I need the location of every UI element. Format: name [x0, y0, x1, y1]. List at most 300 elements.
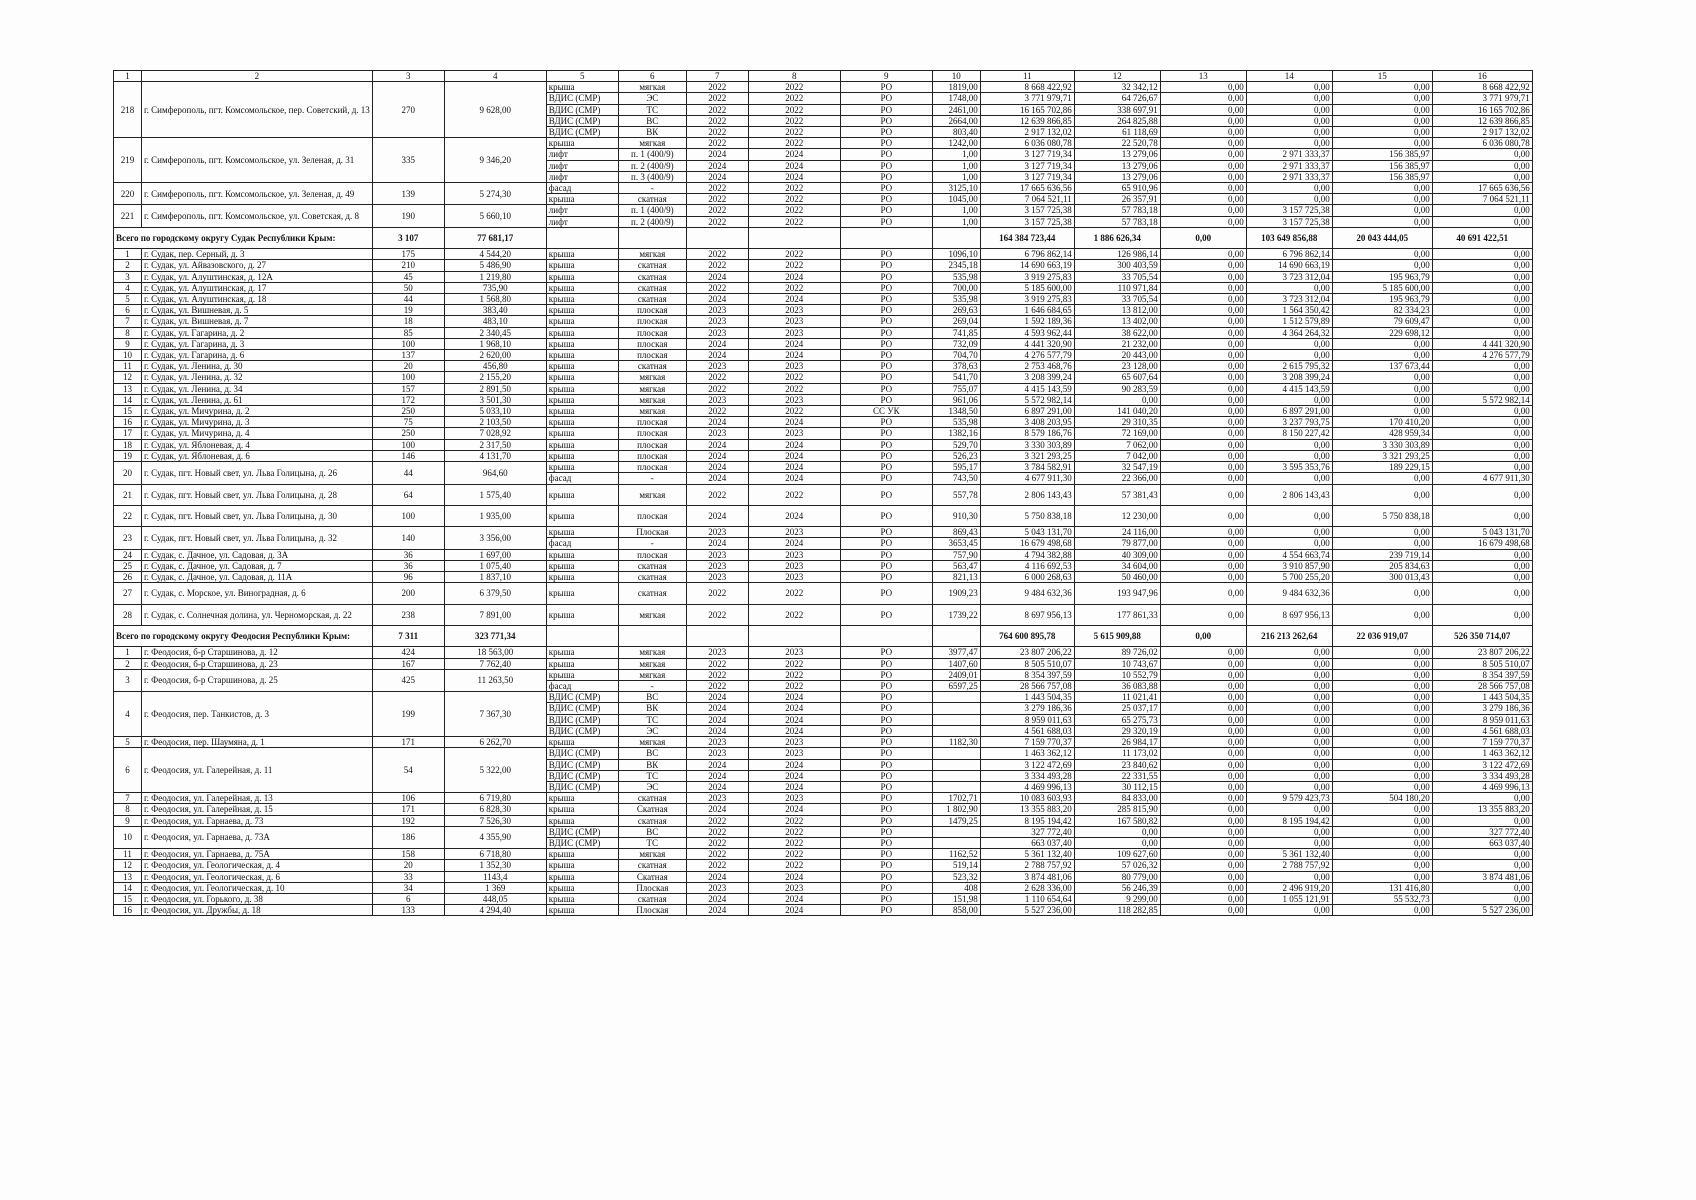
work-cell: 526,23 — [932, 450, 980, 461]
work-cell: ВДИС (СМР) — [546, 781, 618, 792]
work-cell: 1909,23 — [932, 583, 980, 604]
apartments-count: 171 — [372, 804, 444, 815]
work-row — [114, 647, 1533, 658]
work-cell: крыша — [546, 194, 618, 205]
work-cell: 29 310,35 — [1074, 417, 1160, 428]
work-cell: 0,00 — [1332, 127, 1432, 138]
work-cell: 4 593 962,44 — [980, 327, 1074, 338]
work-row — [114, 183, 1533, 194]
building-area: 11 263,50 — [444, 669, 546, 691]
apartments-count: 238 — [372, 604, 444, 625]
work-cell: 0,00 — [1332, 338, 1432, 349]
total-value: 103 649 856,88 — [1246, 227, 1332, 248]
work-cell: мягкая — [618, 647, 686, 658]
building-address: г. Феодосия, б-р Старшинова, д. 12 — [142, 647, 373, 658]
work-row — [114, 82, 1533, 93]
work-cell: 821,13 — [932, 572, 980, 583]
work-cell: 0,00 — [1160, 714, 1246, 725]
work-cell: 0,00 — [1160, 282, 1246, 293]
work-cell: 14 690 663,19 — [1246, 260, 1332, 271]
row-number: 15 — [114, 406, 142, 417]
apartments-count: 139 — [372, 183, 444, 205]
work-cell: 193 947,96 — [1074, 583, 1160, 604]
work-cell: 170 410,20 — [1332, 417, 1432, 428]
work-cell: крыша — [546, 327, 618, 338]
work-cell: РО — [840, 770, 932, 781]
work-cell: 23 807 206,22 — [1432, 647, 1532, 658]
work-cell: 0,00 — [1332, 383, 1432, 394]
total-apartments: 3 107 — [372, 227, 444, 248]
apartments-count: 64 — [372, 484, 444, 505]
work-cell: 2024 — [686, 804, 748, 815]
building-address: г. Феодосия, ул. Дружбы, д. 18 — [142, 905, 373, 916]
work-cell: 13 279,06 — [1074, 171, 1160, 182]
work-cell: 0,00 — [1246, 714, 1332, 725]
work-cell: 0,00 — [1160, 428, 1246, 439]
work-cell: ВК — [618, 703, 686, 714]
work-cell: 3 157 725,38 — [980, 216, 1074, 227]
work-cell: 1 802,90 — [932, 804, 980, 815]
building-area: 448,05 — [444, 893, 546, 904]
work-cell: 2024 — [686, 505, 748, 526]
work-cell: 195 963,79 — [1332, 271, 1432, 282]
work-cell: 0,00 — [1160, 658, 1246, 669]
work-cell: 80 779,00 — [1074, 871, 1160, 882]
work-cell: 2023 — [748, 882, 840, 893]
work-cell: 0,00 — [1246, 871, 1332, 882]
work-cell: 2022 — [686, 115, 748, 126]
work-cell: - — [618, 183, 686, 194]
work-cell: 2023 — [686, 793, 748, 804]
work-cell: 0,00 — [1432, 860, 1532, 871]
work-cell: мягкая — [618, 394, 686, 405]
building-address: г. Судак, пгт. Новый свет, ул. Льва Голицына, д. 30 — [142, 505, 373, 526]
work-cell: 2024 — [748, 725, 840, 736]
work-cell: 23 807 206,22 — [980, 647, 1074, 658]
work-cell: РО — [840, 160, 932, 171]
work-cell: 2023 — [748, 527, 840, 538]
work-cell: Плоская — [618, 905, 686, 916]
work-cell: РО — [840, 572, 932, 583]
work-cell: крыша — [546, 428, 618, 439]
work-cell: 2022 — [686, 669, 748, 680]
work-cell: 189 229,15 — [1332, 462, 1432, 473]
work-cell: 2022 — [748, 837, 840, 848]
work-cell: 10 552,79 — [1074, 669, 1160, 680]
work-cell: 4 441 320,90 — [1432, 338, 1532, 349]
work-cell: Скатная — [618, 804, 686, 815]
work-cell: скатная — [618, 583, 686, 604]
work-cell: фасад — [546, 473, 618, 484]
work-cell: 2 971 333,37 — [1246, 160, 1332, 171]
work-cell: 16 679 498,68 — [1432, 538, 1532, 549]
work-cell: крыша — [546, 849, 618, 860]
work-cell: 0,00 — [1160, 104, 1246, 115]
work-cell: крыша — [546, 383, 618, 394]
work-cell: 0,00 — [1160, 205, 1246, 216]
work-cell: РО — [840, 804, 932, 815]
work-cell: 2 496 919,20 — [1246, 882, 1332, 893]
work-cell: 0,00 — [1160, 115, 1246, 126]
work-cell: крыша — [546, 560, 618, 571]
work-cell: 1242,00 — [932, 138, 980, 149]
apartments-count: 167 — [372, 658, 444, 669]
work-cell: 0,00 — [1160, 837, 1246, 848]
work-cell: крыша — [546, 406, 618, 417]
work-cell: 23 128,00 — [1074, 361, 1160, 372]
work-cell: 2022 — [748, 849, 840, 860]
work-cell — [932, 837, 980, 848]
row-number: 8 — [114, 804, 142, 815]
work-cell: крыша — [546, 372, 618, 383]
row-number: 8 — [114, 327, 142, 338]
work-cell: крыша — [546, 361, 618, 372]
row-number: 11 — [114, 849, 142, 860]
work-cell: 13 402,00 — [1074, 316, 1160, 327]
work-cell: 0,00 — [1160, 725, 1246, 736]
work-cell: 2022 — [686, 604, 748, 625]
work-cell: ТС — [618, 837, 686, 848]
work-cell: крыша — [546, 604, 618, 625]
work-cell: 2024 — [686, 703, 748, 714]
capital-repair-table — [113, 70, 1533, 916]
building-area: 1 575,40 — [444, 484, 546, 505]
work-cell: 3 157 725,38 — [980, 205, 1074, 216]
work-row — [114, 350, 1533, 361]
work-row — [114, 394, 1533, 405]
district-total-label: Всего по городскому округу Феодосия Республики Крым: — [114, 626, 373, 647]
work-cell: 4 561 688,03 — [980, 725, 1074, 736]
work-cell: РО — [840, 658, 932, 669]
work-row — [114, 294, 1533, 305]
work-cell: 0,00 — [1432, 572, 1532, 583]
work-cell: 2024 — [748, 338, 840, 349]
apartments-count: 54 — [372, 748, 444, 793]
work-cell: 704,70 — [932, 350, 980, 361]
work-cell: 141 040,20 — [1074, 406, 1160, 417]
work-cell: 0,00 — [1246, 681, 1332, 692]
work-cell: крыша — [546, 316, 618, 327]
work-cell: ВДИС (СМР) — [546, 759, 618, 770]
column-number: 13 — [1160, 71, 1246, 82]
work-cell: 13 355 883,20 — [980, 804, 1074, 815]
work-cell: 3 330 303,89 — [1332, 439, 1432, 450]
work-cell: 1 592 189,36 — [980, 316, 1074, 327]
work-cell: 22 520,78 — [1074, 138, 1160, 149]
work-cell: 2022 — [748, 826, 840, 837]
work-cell: 0,00 — [1160, 171, 1246, 182]
work-cell: крыша — [546, 417, 618, 428]
work-cell: мягкая — [618, 849, 686, 860]
work-cell: 2022 — [748, 183, 840, 194]
work-cell: 732,09 — [932, 338, 980, 349]
work-cell: 56 246,39 — [1074, 882, 1160, 893]
row-number: 221 — [114, 205, 142, 227]
work-cell: фасад — [546, 183, 618, 194]
work-cell: 0,00 — [1160, 383, 1246, 394]
work-row — [114, 860, 1533, 871]
building-address: г. Феодосия, ул. Галерейная, д. 13 — [142, 793, 373, 804]
work-cell: ВДИС (СМР) — [546, 115, 618, 126]
work-cell: 2022 — [748, 282, 840, 293]
work-cell: 28 566 757,08 — [980, 681, 1074, 692]
work-row — [114, 406, 1533, 417]
row-number: 27 — [114, 583, 142, 604]
work-cell: 0,00 — [1246, 725, 1332, 736]
work-cell: 2023 — [686, 549, 748, 560]
work-cell: 535,98 — [932, 417, 980, 428]
work-cell: 2022 — [748, 249, 840, 260]
work-cell: скатная — [618, 560, 686, 571]
building-address: г. Симферополь, пгт. Комсомольское, ул. Зеленая, д. 49 — [142, 183, 373, 205]
row-number: 218 — [114, 82, 142, 138]
empty-cell — [618, 227, 686, 248]
building-address: г. Судак, ул. Ленина, д. 61 — [142, 394, 373, 405]
work-cell: 663 037,40 — [1432, 837, 1532, 848]
work-cell: 2024 — [748, 439, 840, 450]
work-cell: 2024 — [686, 271, 748, 282]
work-cell: п. 1 (400/9) — [618, 149, 686, 160]
work-cell: 2022 — [686, 681, 748, 692]
work-cell: РО — [840, 462, 932, 473]
work-cell: скатная — [618, 294, 686, 305]
work-cell: 32 342,12 — [1074, 82, 1160, 93]
work-cell: 0,00 — [1332, 849, 1432, 860]
work-cell: 0,00 — [1160, 406, 1246, 417]
work-cell: 0,00 — [1432, 428, 1532, 439]
work-cell — [932, 692, 980, 703]
empty-cell — [686, 626, 748, 647]
work-cell: 2024 — [748, 149, 840, 160]
building-address: г. Феодосия, ул. Галерейная, д. 11 — [142, 748, 373, 793]
work-cell: скатная — [618, 361, 686, 372]
work-cell: 20 443,00 — [1074, 350, 1160, 361]
work-row — [114, 249, 1533, 260]
work-cell: 0,00 — [1332, 260, 1432, 271]
work-cell: РО — [840, 149, 932, 160]
work-cell: 269,63 — [932, 305, 980, 316]
work-cell: 3 279 186,36 — [1432, 703, 1532, 714]
work-cell: 3 122 472,69 — [1432, 759, 1532, 770]
work-cell: крыша — [546, 669, 618, 680]
row-number: 12 — [114, 372, 142, 383]
row-number: 2 — [114, 260, 142, 271]
work-cell: РО — [840, 327, 932, 338]
work-cell: 2024 — [748, 160, 840, 171]
building-address: г. Феодосия, пер. Танкистов, д. 3 — [142, 692, 373, 737]
work-cell: 2024 — [686, 759, 748, 770]
work-cell: 2024 — [686, 160, 748, 171]
work-cell: 131 416,80 — [1332, 882, 1432, 893]
work-cell: 8 195 194,42 — [980, 815, 1074, 826]
work-cell: 4 677 911,30 — [1432, 473, 1532, 484]
work-cell: ВДИС (СМР) — [546, 826, 618, 837]
work-cell: 0,00 — [1432, 439, 1532, 450]
work-cell: 2024 — [686, 473, 748, 484]
work-cell: 4 364 264,32 — [1246, 327, 1332, 338]
work-cell: 2022 — [748, 815, 840, 826]
work-cell: 0,00 — [1160, 681, 1246, 692]
work-cell: 2024 — [686, 450, 748, 461]
work-cell: крыша — [546, 484, 618, 505]
total-value: 20 043 444,05 — [1332, 227, 1432, 248]
building-area: 18 563,00 — [444, 647, 546, 658]
work-cell: крыша — [546, 549, 618, 560]
building-address: г. Судак, ул. Ленина, д. 30 — [142, 361, 373, 372]
building-area: 6 379,50 — [444, 583, 546, 604]
apartments-count: 424 — [372, 647, 444, 658]
total-area: 77 681,17 — [444, 227, 546, 248]
work-cell: 1382,16 — [932, 428, 980, 439]
work-cell: 0,00 — [1246, 505, 1332, 526]
work-cell: 8 195 194,42 — [1246, 815, 1332, 826]
district-total-row — [114, 626, 1533, 647]
work-cell: ВДИС (СМР) — [546, 748, 618, 759]
empty-cell — [546, 227, 618, 248]
work-row — [114, 327, 1533, 338]
work-cell: 0,00 — [1332, 871, 1432, 882]
work-cell: 1748,00 — [932, 93, 980, 104]
work-cell: 2024 — [686, 714, 748, 725]
work-cell: 5 527 236,00 — [1432, 905, 1532, 916]
work-cell: 803,40 — [932, 127, 980, 138]
work-cell: 57 783,18 — [1074, 216, 1160, 227]
work-cell: - — [618, 473, 686, 484]
work-cell: 2022 — [686, 484, 748, 505]
work-cell: 0,00 — [1432, 417, 1532, 428]
work-cell: 2022 — [748, 104, 840, 115]
work-cell: 0,00 — [1160, 505, 1246, 526]
work-cell: РО — [840, 837, 932, 848]
work-cell: 0,00 — [1432, 560, 1532, 571]
work-cell: 408 — [932, 882, 980, 893]
work-cell: РО — [840, 115, 932, 126]
work-cell: 2022 — [748, 681, 840, 692]
apartments-count: 250 — [372, 428, 444, 439]
apartments-count: 6 — [372, 893, 444, 904]
work-cell: РО — [840, 725, 932, 736]
work-cell: 32 547,19 — [1074, 462, 1160, 473]
work-cell: 3977,47 — [932, 647, 980, 658]
work-cell: 2409,01 — [932, 669, 980, 680]
work-cell: 743,50 — [932, 473, 980, 484]
work-cell: 1 463 362,12 — [1432, 748, 1532, 759]
row-number: 14 — [114, 882, 142, 893]
work-cell: 34 604,00 — [1074, 560, 1160, 571]
work-cell: 300 403,59 — [1074, 260, 1160, 271]
work-cell: 2024 — [686, 294, 748, 305]
row-number: 25 — [114, 560, 142, 571]
row-number: 2 — [114, 658, 142, 669]
work-cell: 0,00 — [1332, 815, 1432, 826]
work-cell: 2022 — [748, 372, 840, 383]
work-cell: 2 971 333,37 — [1246, 149, 1332, 160]
work-cell: 2023 — [686, 882, 748, 893]
building-area: 1 075,40 — [444, 560, 546, 571]
building-address: г. Судак, ул. Ленина, д. 32 — [142, 372, 373, 383]
work-cell: крыша — [546, 905, 618, 916]
work-row — [114, 383, 1533, 394]
work-cell: РО — [840, 216, 932, 227]
work-cell: 3 334 493,28 — [1432, 770, 1532, 781]
work-cell: 61 118,69 — [1074, 127, 1160, 138]
building-address: г. Феодосия, ул. Геологическая, д. 4 — [142, 860, 373, 871]
work-cell: крыша — [546, 871, 618, 882]
work-cell: 5 361 132,40 — [1246, 849, 1332, 860]
building-address: г. Судак, пгт. Новый свет, ул. Льва Голицына, д. 32 — [142, 527, 373, 549]
work-cell: 0,00 — [1332, 216, 1432, 227]
work-cell: 22 366,00 — [1074, 473, 1160, 484]
work-cell: 3 919 275,83 — [980, 271, 1074, 282]
work-cell: 3 127 719,34 — [980, 171, 1074, 182]
apartments-count: 100 — [372, 338, 444, 349]
work-cell: 3125,10 — [932, 183, 980, 194]
apartments-count: 100 — [372, 439, 444, 450]
work-cell: 2022 — [686, 216, 748, 227]
building-area: 2 103,50 — [444, 417, 546, 428]
work-cell: 2023 — [686, 572, 748, 583]
work-cell: 28 566 757,08 — [1432, 681, 1532, 692]
work-cell: 2022 — [686, 104, 748, 115]
work-cell: 2022 — [686, 860, 748, 871]
work-cell: 0,00 — [1332, 406, 1432, 417]
work-cell: крыша — [546, 860, 618, 871]
row-number: 4 — [114, 692, 142, 737]
work-cell: 1739,22 — [932, 604, 980, 625]
work-row — [114, 871, 1533, 882]
building-area: 6 718,80 — [444, 849, 546, 860]
work-cell: 9 579 423,73 — [1246, 793, 1332, 804]
work-cell: 0,00 — [1160, 216, 1246, 227]
work-cell: 0,00 — [1246, 759, 1332, 770]
work-cell: ВК — [618, 759, 686, 770]
building-address: г. Феодосия, б-р Старшинова, д. 23 — [142, 658, 373, 669]
work-cell: 0,00 — [1332, 692, 1432, 703]
work-cell: - — [618, 681, 686, 692]
work-cell: 8 150 227,42 — [1246, 428, 1332, 439]
work-cell: 0,00 — [1332, 837, 1432, 848]
work-cell: 0,00 — [1246, 82, 1332, 93]
work-cell: 2022 — [686, 837, 748, 848]
column-number: 14 — [1246, 71, 1332, 82]
work-cell: РО — [840, 194, 932, 205]
work-cell: 2664,00 — [932, 115, 980, 126]
work-cell: 0,00 — [1160, 316, 1246, 327]
work-cell: 0,00 — [1160, 350, 1246, 361]
empty-cell — [686, 227, 748, 248]
work-cell: 8 668 422,92 — [980, 82, 1074, 93]
work-cell: мягкая — [618, 138, 686, 149]
work-cell: 541,70 — [932, 372, 980, 383]
apartments-count: 45 — [372, 271, 444, 282]
building-address: г. Судак, с. Дачное, ул. Садовая, д. 3А — [142, 549, 373, 560]
work-cell: фасад — [546, 681, 618, 692]
apartments-count: 192 — [372, 815, 444, 826]
work-cell: ВС — [618, 115, 686, 126]
column-number: 8 — [748, 71, 840, 82]
work-cell: 9 484 632,36 — [980, 583, 1074, 604]
work-cell: 2024 — [686, 725, 748, 736]
work-cell: 0,00 — [1432, 893, 1532, 904]
work-cell: 5 361 132,40 — [980, 849, 1074, 860]
work-cell: 504 180,20 — [1332, 793, 1432, 804]
work-cell: 16 165 702,86 — [980, 104, 1074, 115]
building-area: 3 356,00 — [444, 527, 546, 549]
work-cell: РО — [840, 714, 932, 725]
apartments-count: 50 — [372, 282, 444, 293]
work-row — [114, 826, 1533, 837]
work-cell: 0,00 — [1160, 737, 1246, 748]
